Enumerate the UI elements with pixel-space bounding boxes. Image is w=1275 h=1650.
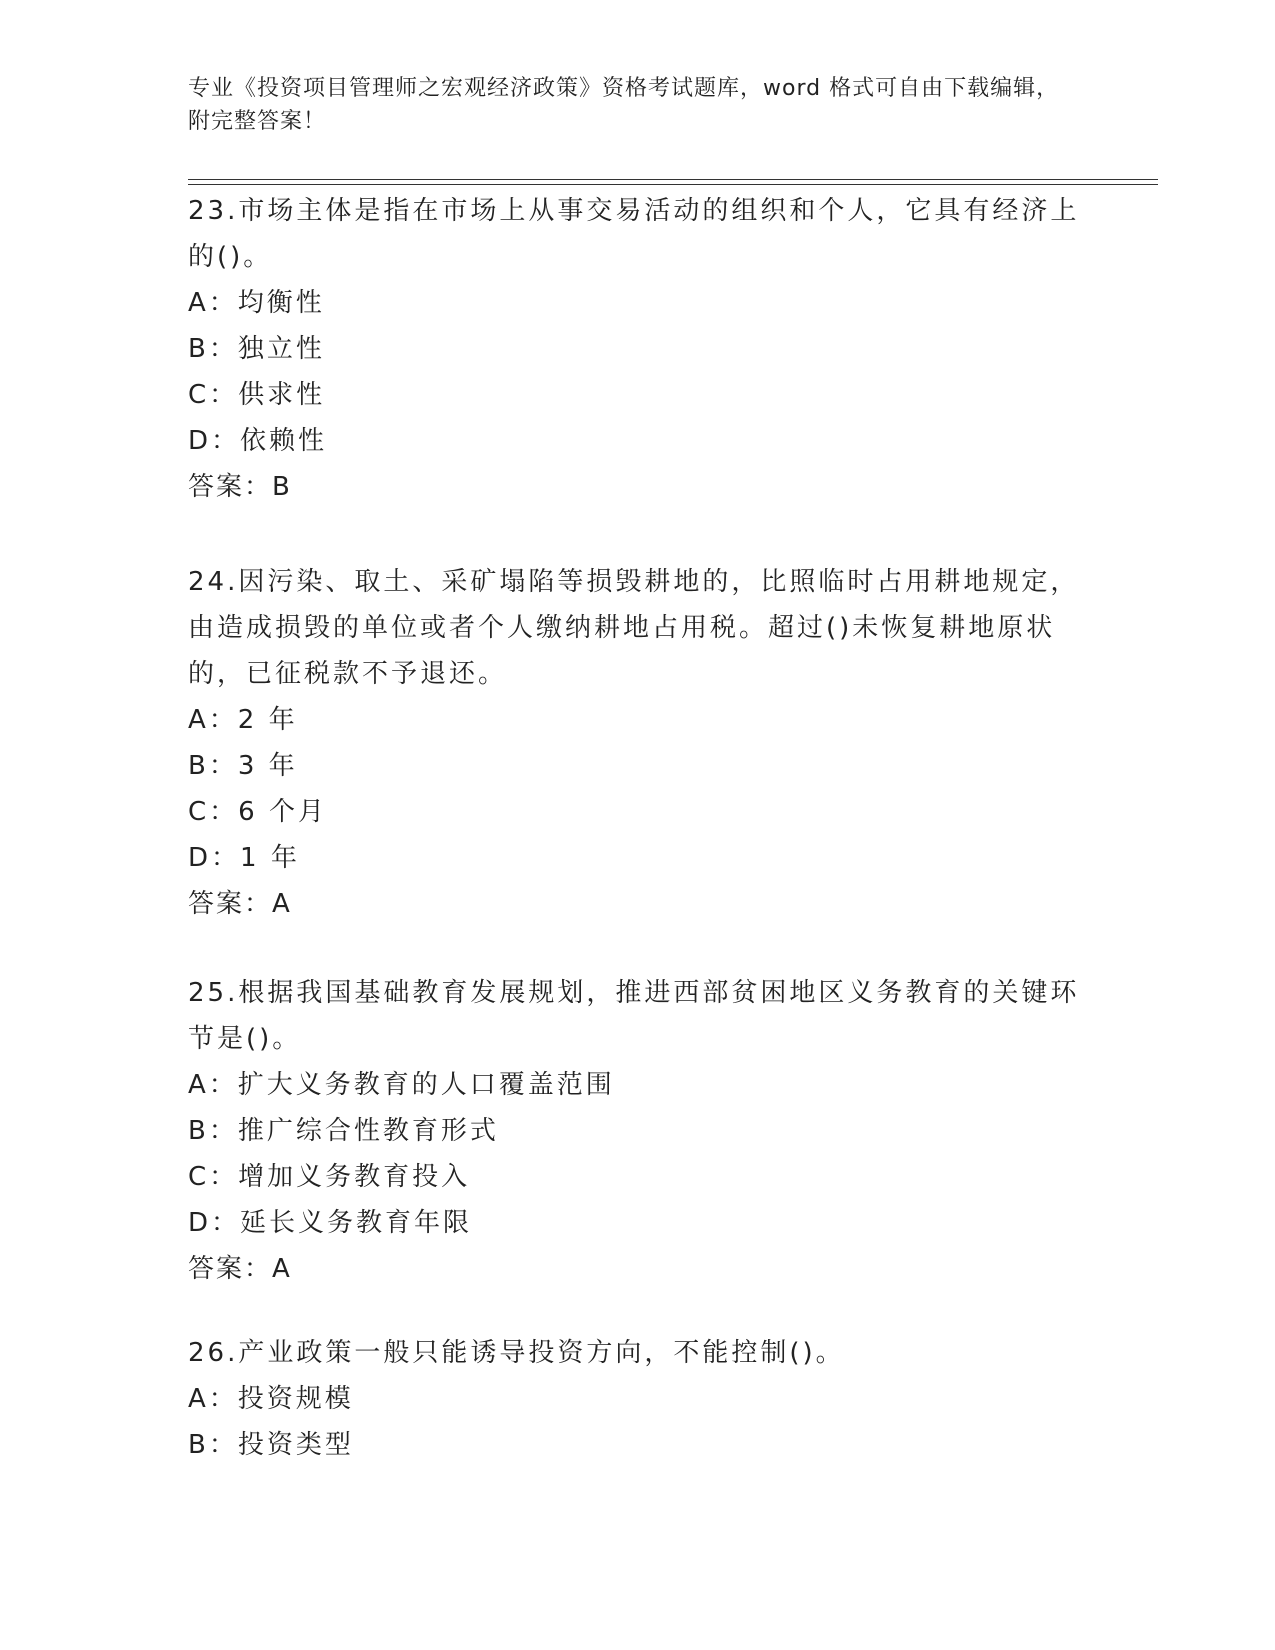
option-b: B：3 年 bbox=[188, 751, 298, 781]
question-stem: 24.因污染、取土、采矿塌陷等损毁耕地的，比照临时占用耕地规定，由造成损毁的单位或者个人缴纳耕地占用税。超过()未恢复耕地原状的，已征税款不予退还。 bbox=[188, 567, 1080, 689]
option-b: B：投资类型 bbox=[188, 1430, 354, 1460]
option-c: C：增加义务教育投入 bbox=[188, 1162, 471, 1192]
question-24 bbox=[188, 559, 1088, 927]
header-rule-top bbox=[188, 179, 1158, 180]
option-a: A：2 年 bbox=[188, 705, 298, 735]
question-26 bbox=[188, 1330, 1088, 1468]
question-25 bbox=[188, 970, 1088, 1292]
option-c: C：供求性 bbox=[188, 380, 326, 410]
question-23 bbox=[188, 188, 1088, 510]
option-c: C：6 个月 bbox=[188, 797, 327, 827]
option-d: D：依赖性 bbox=[188, 426, 328, 456]
question-stem: 25.根据我国基础教育发展规划，推进西部贫困地区义务教育的关键环节是()。 bbox=[188, 978, 1080, 1054]
option-a: A：扩大义务教育的人口覆盖范围 bbox=[188, 1070, 615, 1100]
document-header: 专业《投资项目管理师之宏观经济政策》资格考试题库，word 格式可自由下载编辑，附完整答案！ bbox=[188, 76, 1060, 134]
option-d: D：1 年 bbox=[188, 843, 300, 873]
option-a: A：均衡性 bbox=[188, 288, 325, 318]
option-b: B：独立性 bbox=[188, 334, 325, 364]
option-a: A：投资规模 bbox=[188, 1384, 354, 1414]
answer: 答案：A bbox=[188, 1254, 292, 1284]
option-d: D：延长义务教育年限 bbox=[188, 1208, 473, 1238]
question-stem: 23.市场主体是指在市场上从事交易活动的组织和个人，它具有经济上的()。 bbox=[188, 196, 1080, 272]
question-stem: 26.产业政策一般只能诱导投资方向，不能控制()。 bbox=[188, 1338, 845, 1368]
answer: 答案：B bbox=[188, 472, 292, 502]
option-b: B：推广综合性教育形式 bbox=[188, 1116, 499, 1146]
header-rule-bottom bbox=[188, 184, 1158, 185]
answer: 答案：A bbox=[188, 889, 292, 919]
